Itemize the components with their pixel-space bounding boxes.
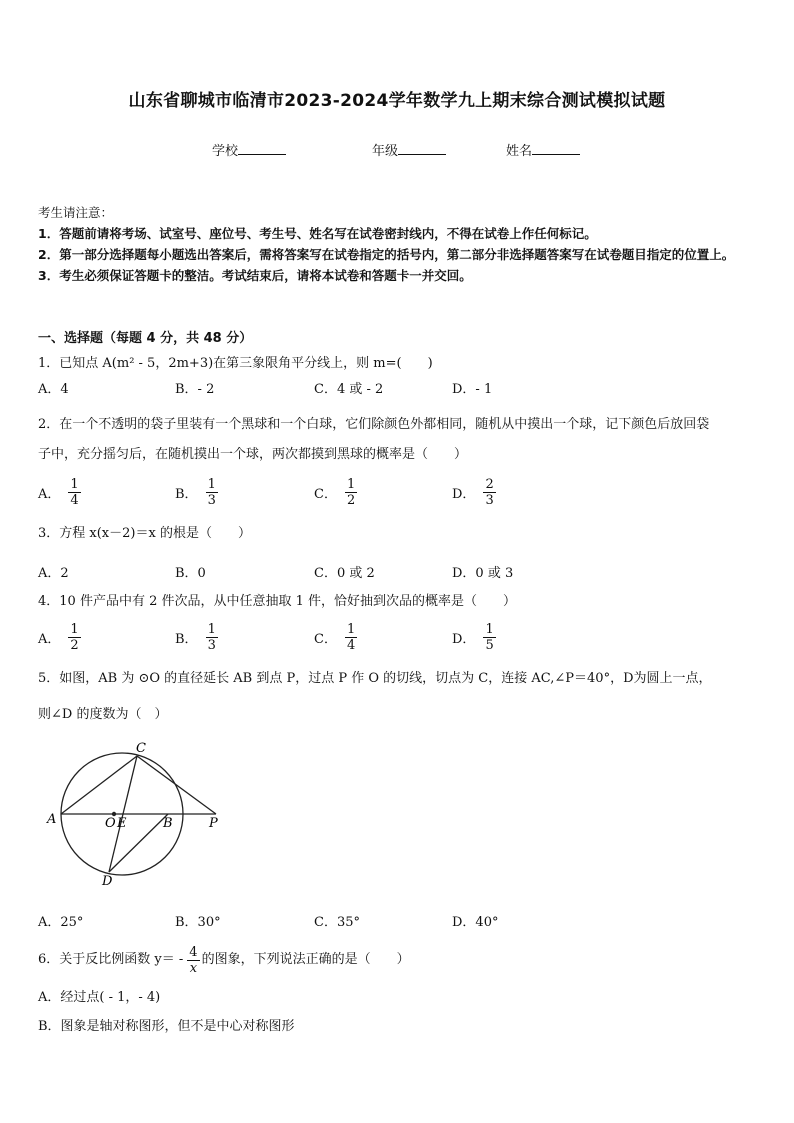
option-d[interactable]: D． $\frac{2}{3}$ [452,476,494,508]
question-6-option-b[interactable]: B．图象是轴对称图形，但不是中心对称图形 [38,1019,295,1034]
question-2-options [38,472,758,512]
question-4-options [38,617,758,657]
option-c[interactable]: C．4 或 - 2 [314,381,384,397]
label-d: D [102,874,113,888]
option-a[interactable]: A．4 [38,381,69,397]
section-title-choice: 一、选择题（每题 4 分，共 48 分） [38,331,253,346]
option-a[interactable]: A．2 [38,565,69,581]
question-5: 5．如图，AB 为 ⊙O 的直径延长 AB 到点 P，过点 P 作 O 的切线，切点为 C，连接 AC,∠P＝40°，D为圆上一点， 则∠D 的度数为（ ） [38,671,712,722]
option-c[interactable]: C．35° [314,914,360,930]
option-b[interactable]: B． $\frac{1}{3}$ [175,476,216,508]
fraction-4-over-x: $\frac{4}{x}$ [189,944,198,976]
notice-item-3: 3．考生必须保证答题卡的整洁。考试结束后，请将本试卷和答题卡一并交回。 [38,268,472,283]
option-b[interactable]: B．0 [175,565,206,581]
circle-tangent-figure [44,738,234,888]
option-a[interactable]: A． $\frac{1}{4}$ [38,476,79,508]
figure-line-cp [137,756,216,814]
question-4: 4．10 件产品中有 2 件次品，从中任意抽取 1 件，恰好抽到次品的概率是（ ） [38,594,517,609]
name-field[interactable]: 姓名 [506,140,580,159]
label-e: E [117,816,127,831]
question-5-options [38,905,758,935]
notice-item-1: 1．答题前请将考场、试室号、座位号、考生号、姓名写在试卷密封线内，不得在试卷上作任何标记。 [38,226,597,241]
option-b[interactable]: B．30° [175,914,221,930]
notice-item-2: 2．第一部分选择题每小题选出答案后，需将答案写在试卷指定的括号内，第二部分非选择题答案写在试卷题目指定的位置上。 [38,247,735,262]
question-6-option-a[interactable]: A．经过点( - 1，- 4) [38,990,161,1005]
question-3: 3．方程 x(x－2)＝x 的根是（ ） [38,526,251,541]
exam-notice [38,202,758,286]
question-6: 6．关于反比例函数 y＝ - $\frac{4}{x}$ 的图象，下列说法正确的是（ ） [38,944,410,976]
question-2: 2．在一个不透明的袋子里装有一个黑球和一个白球，它们除颜色外都相同，随机从中摸出一个球，记下颜色后放回袋 子中，充分摇匀后，在随机摸出一个球，两次都摸到黑球的概率是（ ） [38,417,710,462]
question-3-options [38,556,758,586]
grade-field[interactable]: 年级 [372,140,446,159]
question-1-options [38,372,758,402]
option-d[interactable]: D．0 或 3 [452,565,514,581]
label-p: P [209,816,218,831]
option-c[interactable]: C． $\frac{1}{4}$ [314,621,356,653]
option-d[interactable]: D．- 1 [452,381,493,397]
option-a[interactable]: A． $\frac{1}{2}$ [38,621,79,653]
label-a: A [47,812,57,827]
label-b: B [163,816,173,831]
question-1: 1．已知点 A(m² - 5，2m+3)在第三象限角平分线上，则 m=( ) [38,356,433,371]
option-c[interactable]: C．0 或 2 [314,565,375,581]
option-a[interactable]: A．25° [38,914,84,930]
option-b[interactable]: B． $\frac{1}{3}$ [175,621,216,653]
label-o: O [105,816,116,831]
page-title: 山东省聊城市临清市2023-2024学年数学九上期末综合测试模拟试题 [128,91,666,111]
notice-heading: 考生请注意： [38,205,114,220]
label-c: C [136,741,146,756]
school-field[interactable]: 学校 [212,140,286,159]
option-d[interactable]: D． $\frac{1}{5}$ [452,621,494,653]
option-d[interactable]: D．40° [452,914,499,930]
option-c[interactable]: C． $\frac{1}{2}$ [314,476,356,508]
option-b[interactable]: B．- 2 [175,381,215,397]
